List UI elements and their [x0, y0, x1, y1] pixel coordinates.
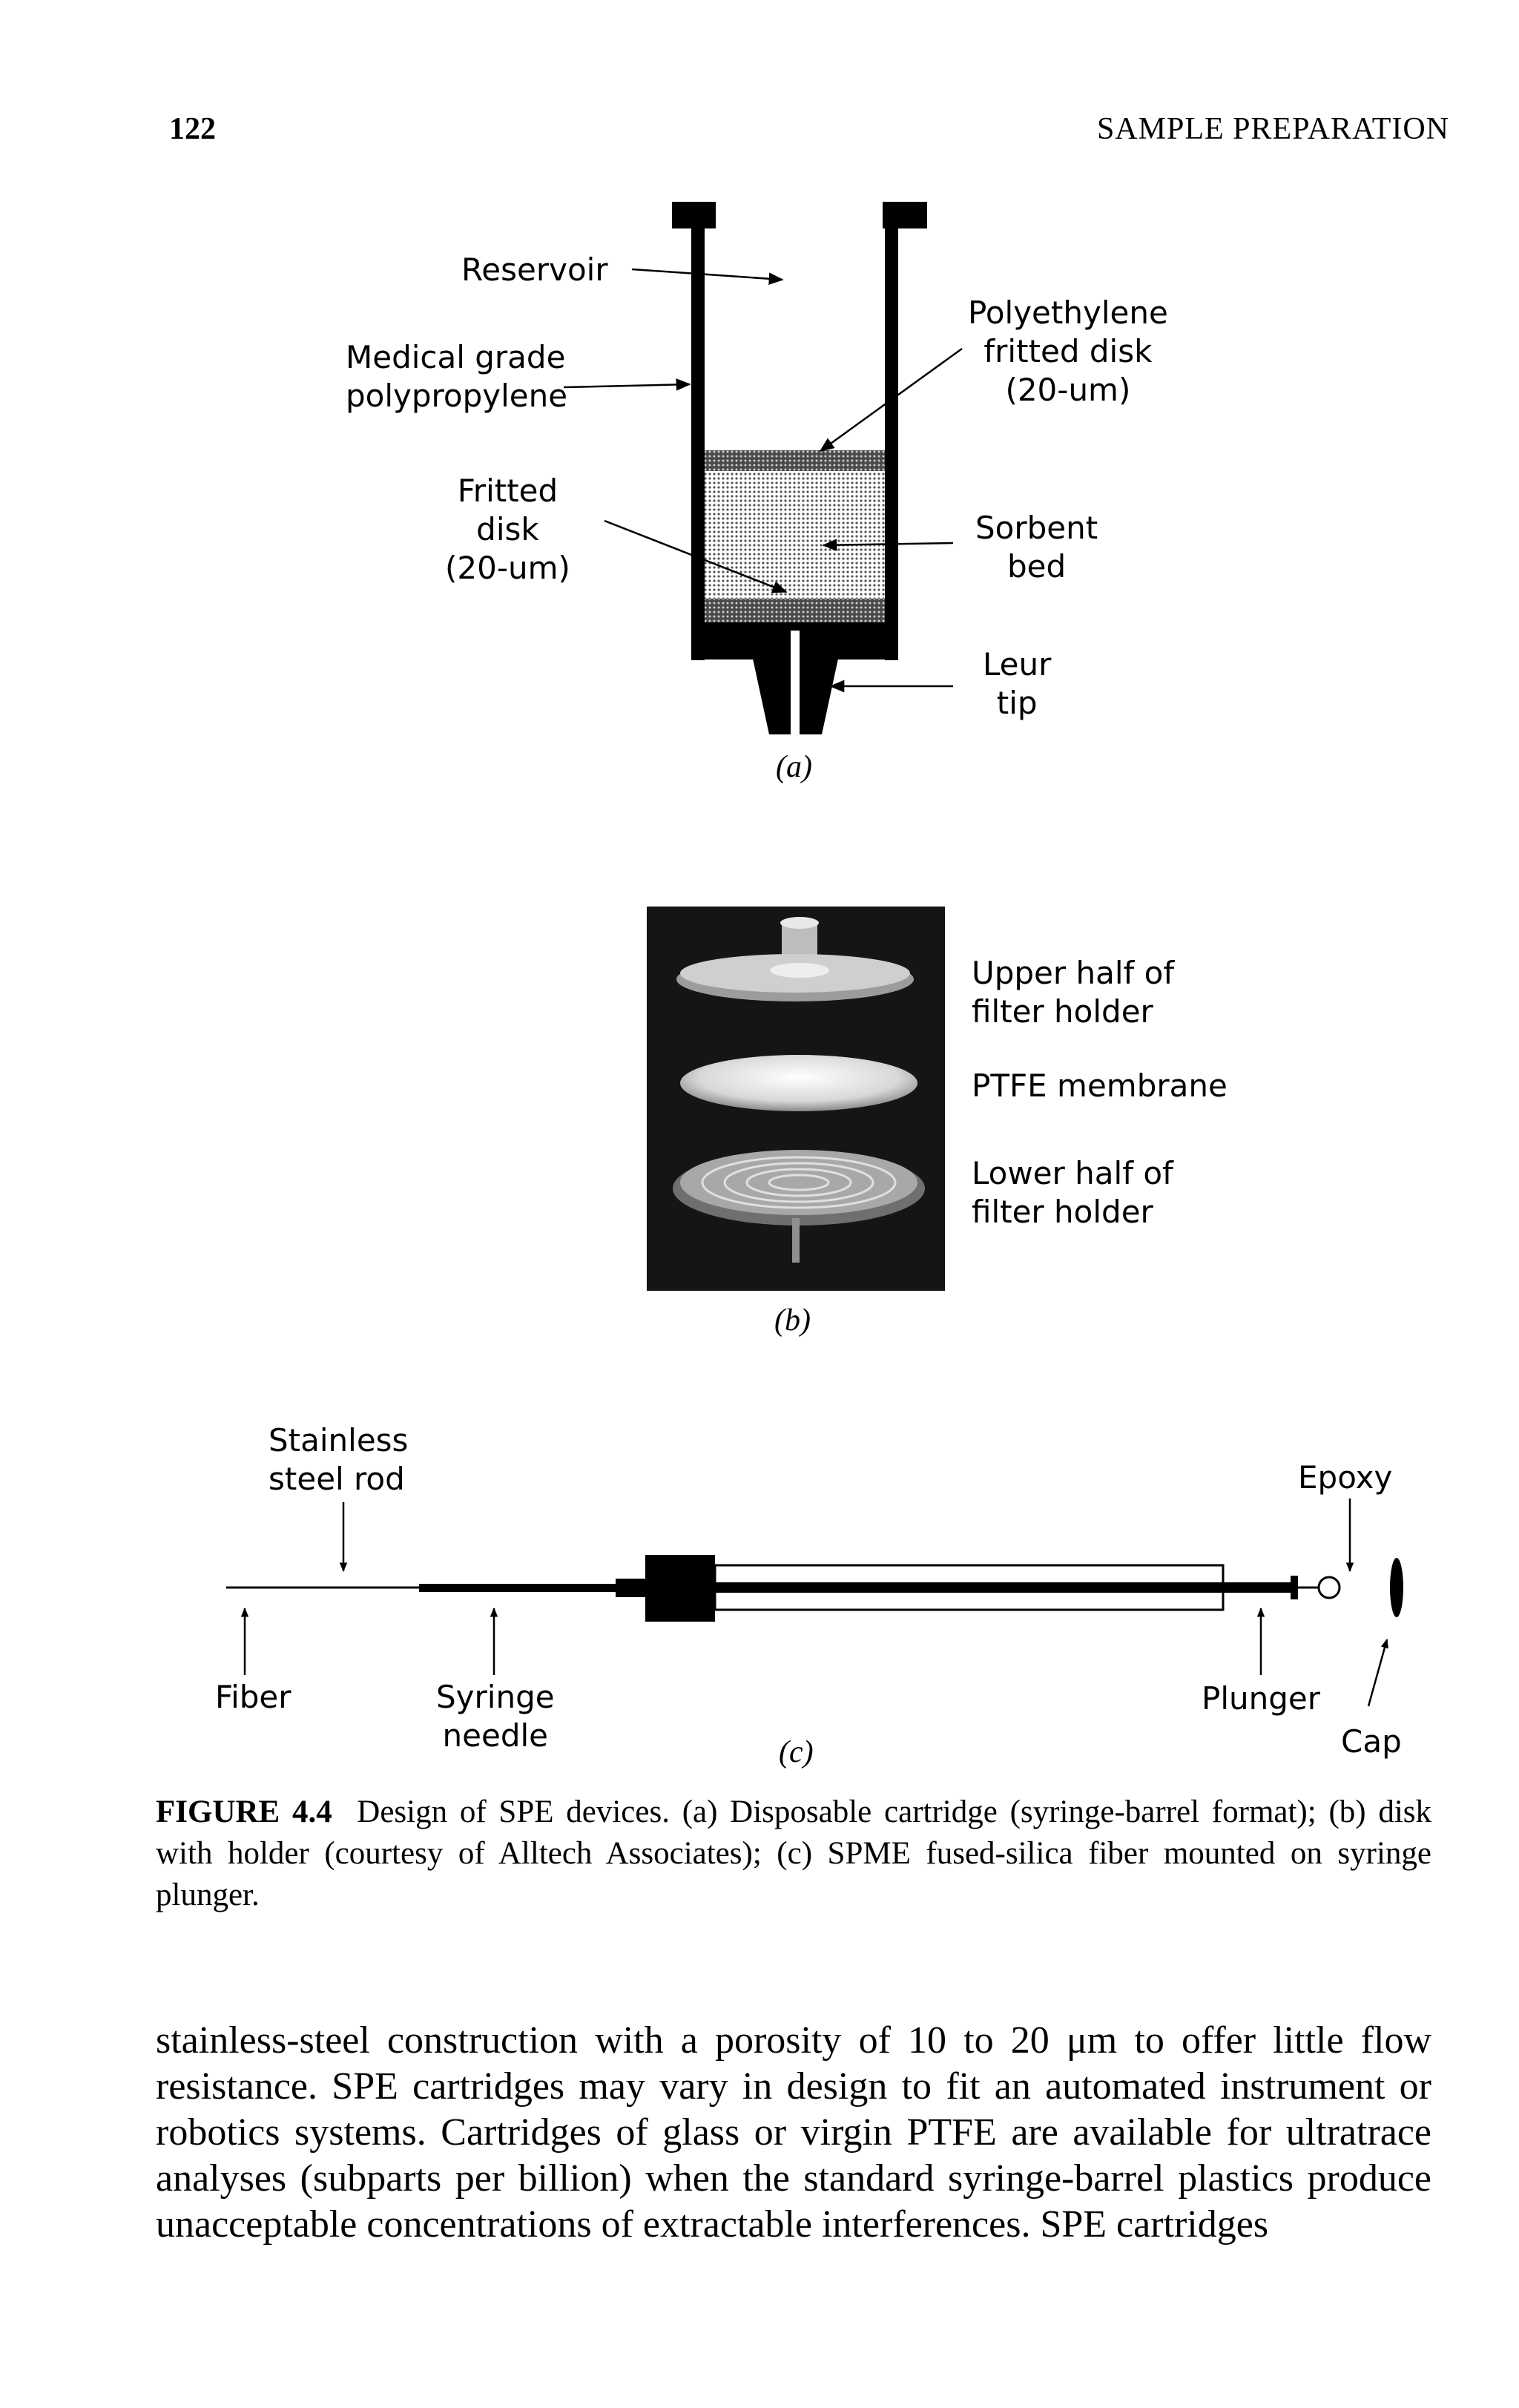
figure-caption-label: FIGURE 4.4 — [156, 1795, 332, 1829]
label-syringe-needle: Syringe needle — [436, 1679, 555, 1754]
spme-syringe-diagram — [226, 1499, 1403, 1706]
running-head: SAMPLE PREPARATION — [1096, 112, 1449, 146]
panel-b-caption: (b) — [774, 1303, 811, 1338]
epoxy-bead — [1319, 1577, 1340, 1598]
label-ptfe-membrane: PTFE membrane — [972, 1068, 1228, 1104]
plunger-rod — [715, 1582, 1297, 1593]
label-plunger: Plunger — [1202, 1680, 1321, 1717]
panel-c-caption: (c) — [779, 1735, 814, 1769]
body-paragraph: stainless-steel construction with a porosity of 10 to 20 μm to offer little flow resistance. SPE cartridges may vary in design to fit an automated instrument or robotics systems. Cartridges of glass or virgin PTFE are available for ultratrace analyses (subparts per billion) when the standard syringe-barrel plastics produce unacceptable concentrations of extractable interferences. SPE cartridges — [156, 2019, 1431, 2246]
label-upper-half: Upper half of filter holder — [972, 955, 1175, 1030]
syringe-needle — [419, 1584, 616, 1592]
cap-shape — [1390, 1558, 1403, 1617]
label-sorbent-bed: Sorbent bed — [975, 510, 1098, 585]
label-stainless-rod: Stainless steel rod — [268, 1422, 409, 1497]
label-fritted-disk: Fritted disk (20-um) — [445, 473, 570, 586]
spe-cartridge-diagram — [564, 202, 962, 736]
page-number: 122 — [169, 112, 216, 146]
sorbent-bed — [705, 471, 885, 599]
label-polyethylene-disk: Polyethylene fritted disk (20-um) — [968, 295, 1168, 408]
label-fiber: Fiber — [215, 1679, 291, 1715]
filter-holder-illustration — [647, 907, 945, 1291]
top-fritted-disk — [705, 450, 885, 471]
label-leur-tip: Leur tip — [983, 646, 1052, 721]
panel-a-caption: (a) — [776, 750, 812, 784]
filter-holder-photo — [647, 907, 945, 1291]
label-lower-half: Lower half of filter holder — [972, 1155, 1173, 1230]
label-cap: Cap — [1341, 1723, 1402, 1760]
syringe-hub — [645, 1555, 715, 1622]
label-reservoir: Reservoir — [461, 251, 608, 288]
bottom-fritted-disk — [705, 599, 885, 622]
label-epoxy: Epoxy — [1298, 1459, 1393, 1496]
figure-caption-text: Design of SPE devices. (a) Disposable cartridge (syringe-barrel format); (b) disk with holder (courtesy of Alltech Associates); (c) SPME fused-silica fiber mounted on syringe plunger. — [156, 1795, 1432, 1912]
label-medical-grade: Medical grade polypropylene — [346, 339, 568, 414]
figure-caption — [156, 1792, 1431, 1916]
